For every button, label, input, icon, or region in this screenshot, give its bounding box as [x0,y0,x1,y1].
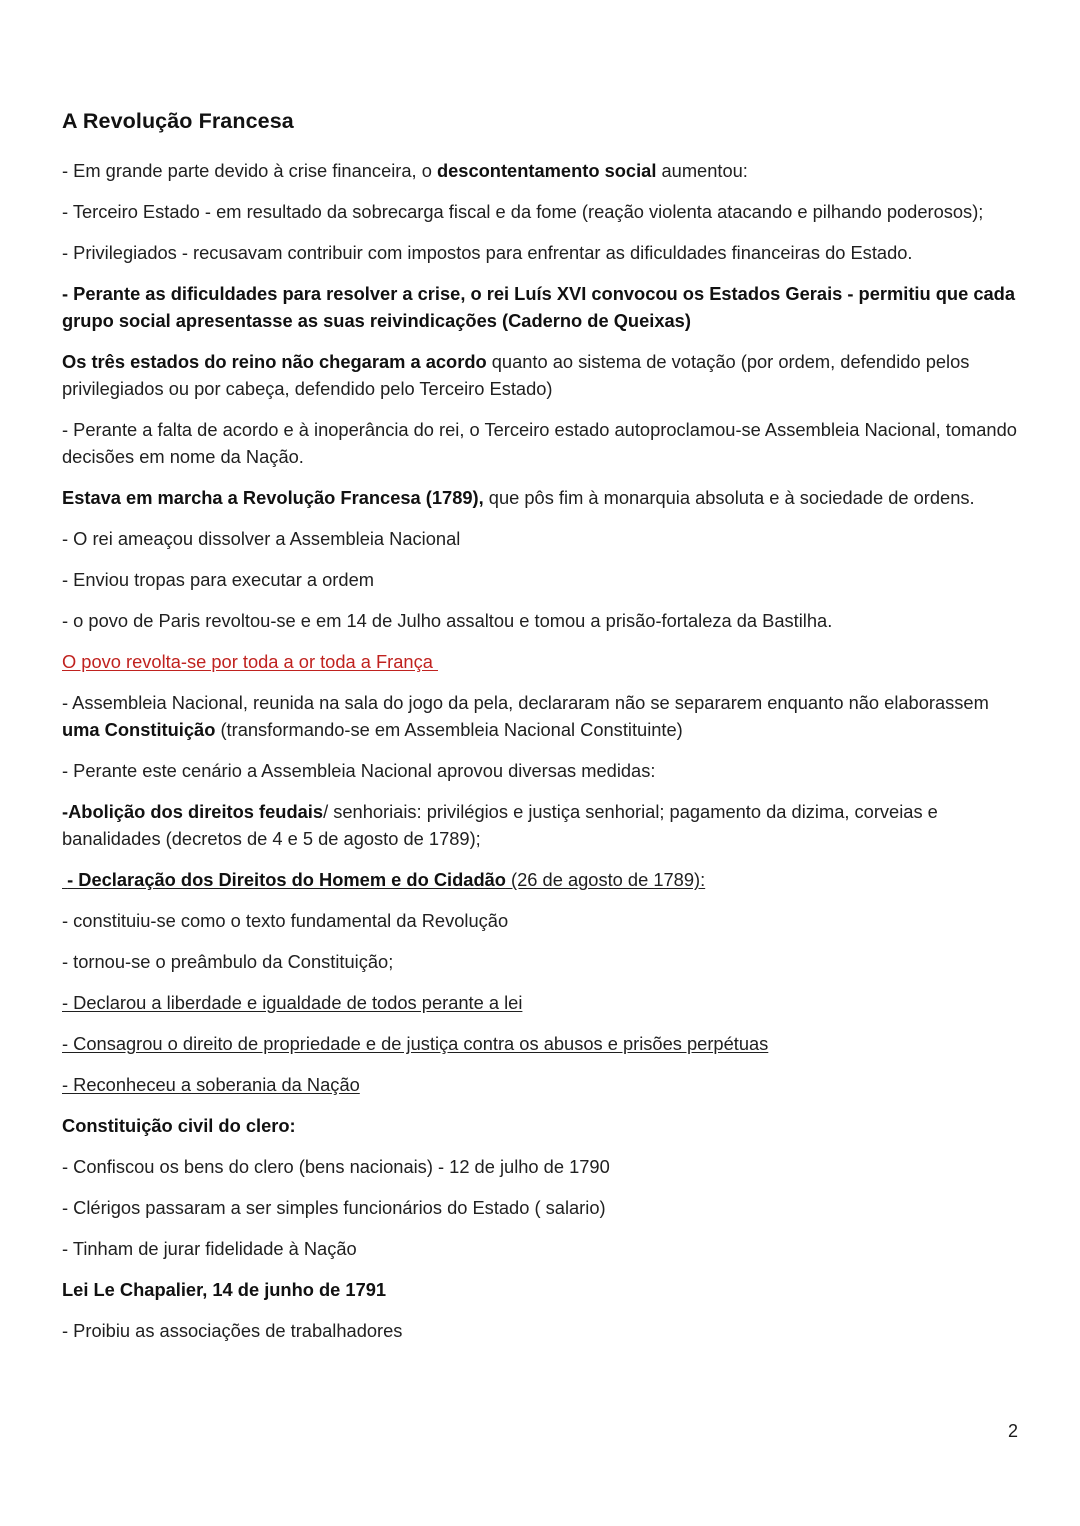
paragraph-clerigos-funcionarios: - Clérigos passaram a ser simples funcionários do Estado ( salario) [62,1196,606,1218]
underlined-text: - Reconheceu a soberania da Nação [62,1073,360,1095]
text-run-bold: descontentamento social [436,159,657,181]
paragraph-preambulo: - tornou-se o preâmbulo da Constituição; [62,950,394,972]
page-number: 2 [1007,1421,1018,1441]
paragraph-liberdade-igualdade [62,989,1017,1016]
paragraph-terceiro-estado: - Terceiro Estado - em resultado da sobrecarga fiscal e da fome (reação violenta atacando e pilhando poderosos); [62,200,984,222]
text-run: aumentou: [656,159,748,181]
document-body [62,108,1023,1344]
paragraph-lei-le-chapalier: Lei Le Chapalier, 14 de junho de 1791 [62,1278,387,1300]
paragraph-proibiu-associacoes: - Proibiu as associações de trabalhadores [62,1319,403,1341]
paragraph-abolicao-feudais [62,798,1017,852]
text-run: (26 de agosto de 1789): [505,868,706,890]
text-run-bold: Estava em marcha a Revolução Francesa (1789), [62,486,484,508]
text-run: / senhoriais: privilégios e justiça senhorial; pagamento da dizima, corveias e banalidades (decretos de 4 e 5 de agosto de 1789); [62,800,943,849]
paragraph-bastilha: - o povo de Paris revoltou-se e em 14 de Julho assaltou e tomou a prisão-fortaleza da Bastilha. [62,609,833,631]
paragraph-privilegiados: - Privilegiados - recusavam contribuir com impostos para enfrentar as dificuldades financeiras do Estado. [62,241,913,263]
paragraph-confiscou-bens: - Confiscou os bens do clero (bens nacionais) - 12 de julho de 1790 [62,1155,610,1177]
paragraph-direito-propriedade [62,1030,1017,1057]
text-run: quanto ao sistema de votação (por ordem, defendido pelos privilegiados ou por cabeça, defendido pelo Terceiro Estado) [62,350,975,399]
text-run-bold: - Declaração dos Direitos do Homem e do Cidadão [62,868,506,890]
paragraph-revolucao-marcha [62,484,1017,511]
paragraph-sala-jogo-pela [62,689,1017,743]
text-run: - Em grande parte devido à crise financeira, o [62,159,437,181]
text-run-bold: -Abolição dos direitos feudais [62,800,324,822]
paragraph-constituicao-civil-clero: Constituição civil do clero: [62,1114,296,1136]
paragraph-assembleia-nacional: - Perante a falta de acordo e à inoperância do rei, o Terceiro estado autoproclamou-se Assembleia Nacional, tomando decisões em nome da Nação. [62,418,1023,467]
underlined-text: - Consagrou o direito de propriedade e de justiça contra os abusos e prisões perpétuas [62,1032,769,1054]
text-run-bold: uma Constituição [62,718,216,740]
page-title: A Revolução Francesa [62,109,294,133]
paragraph-rei-dissolver: - O rei ameaçou dissolver a Assembleia Nacional [62,527,461,549]
text-run: (transformando-se em Assembleia Nacional Constituinte) [215,718,683,740]
red-underlined-text: O povo revolta-se por toda a or toda a França [62,650,438,672]
paragraph-povo-revolta-highlight [62,648,1017,675]
paragraph-estados-gerais: - Perante as dificuldades para resolver a crise, o rei Luís XVI convocou os Estados Gerais - permitiu que cada grupo social apresentasse as suas reivindicações (Caderno de Queixas) [62,282,1021,331]
paragraph-diversas-medidas: - Perante este cenário a Assembleia Nacional aprovou diversas medidas: [62,759,656,781]
paragraph-discontent [62,157,1017,184]
text-run: que pôs fim à monarquia absoluta e à sociedade de ordens. [483,486,975,508]
text-run-bold: Os três estados do reino não chegaram a acordo [62,350,487,372]
underlined-text: - Declarou a liberdade e igualdade de todos perante a lei [62,991,523,1013]
paragraph-enviou-tropas: - Enviou tropas para executar a ordem [62,568,374,590]
paragraph-soberania-nacao [62,1071,1017,1098]
text-run: - Assembleia Nacional, reunida na sala do jogo da pela, declararam não se separarem enquanto não elaborassem [62,691,994,713]
paragraph-declaracao-direitos [62,866,1017,893]
paragraph-texto-fundamental: - constituiu-se como o texto fundamental da Revolução [62,909,509,931]
paragraph-tres-estados [62,348,1017,402]
paragraph-jurar-fidelidade: - Tinham de jurar fidelidade à Nação [62,1237,357,1259]
